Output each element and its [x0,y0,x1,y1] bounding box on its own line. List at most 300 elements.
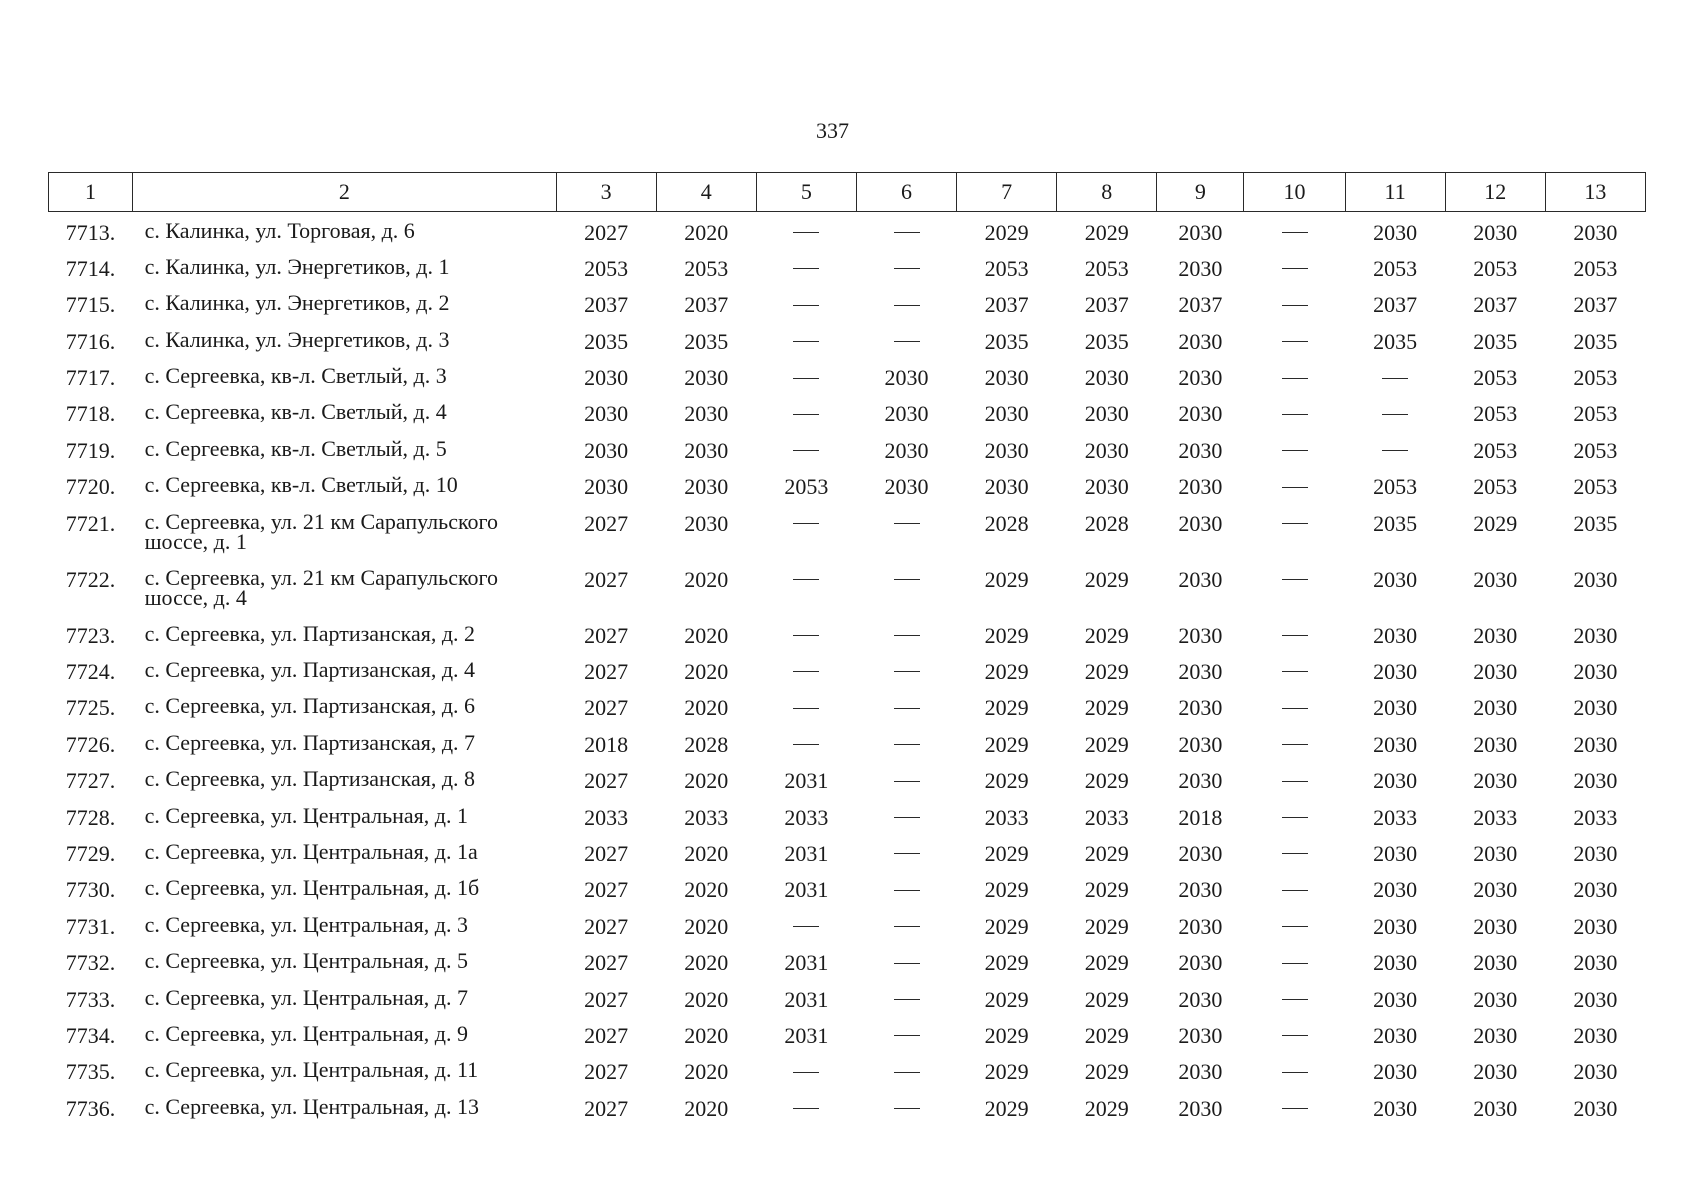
year-cell-col-12: 2030 [1473,622,1518,648]
dash-mark [1282,999,1308,1000]
year-cell-col-9: 2030 [1178,731,1223,757]
dash-mark [793,268,819,269]
column-header-10: 10 [1244,173,1345,212]
row-number: 7726. [65,731,116,757]
year-cell-col-8: 2029 [1084,768,1129,794]
year-cell-col-13: 2053 [1573,401,1618,427]
year-cell-col-13: 2053 [1573,437,1618,463]
empty-dash-cell [1244,1088,1345,1124]
year-cell-col-4: 2020 [684,877,729,903]
address-cell: с. Сергеевка, ул. Партизанская, д. 4 [144,657,476,683]
year-cell-col-8: 2029 [1084,659,1129,685]
empty-dash-cell [856,833,956,869]
empty-dash-cell [856,615,956,651]
year-cell-col-9: 2030 [1178,622,1223,648]
table-row [49,724,1646,760]
dash-mark [793,414,819,415]
column-header-5: 5 [756,173,856,212]
table-row [49,503,1646,559]
year-cell-col-7: 2029 [984,768,1029,794]
table-row [49,559,1646,615]
table-row [49,906,1646,942]
year-cell-col-3: 2027 [584,622,629,648]
year-cell-col-5: 2031 [784,986,829,1012]
empty-dash-cell [756,503,856,559]
dash-mark [793,523,819,524]
table-row [49,942,1646,978]
empty-dash-cell [856,979,956,1015]
dash-mark [1282,744,1308,745]
column-header-13: 13 [1545,173,1645,212]
year-cell-col-9: 2030 [1178,913,1223,939]
year-cell-col-8: 2029 [1084,877,1129,903]
year-cell-col-11: 2030 [1373,768,1418,794]
dash-mark [894,341,920,342]
address-cell: с. Сергеевка, ул. Партизанская, д. 6 [144,693,476,719]
empty-dash-cell [1244,760,1345,796]
year-cell-col-12: 2053 [1473,365,1518,391]
dash-mark [1282,378,1308,379]
year-cell-col-8: 2029 [1084,986,1129,1012]
row-number: 7714. [65,255,116,281]
dash-mark [894,579,920,580]
empty-dash-cell [756,651,856,687]
year-cell-col-9: 2030 [1178,659,1223,685]
year-cell-col-12: 2029 [1473,510,1518,536]
dash-mark [793,744,819,745]
year-cell-col-7: 2030 [984,437,1029,463]
address-cell: с. Сергеевка, ул. 21 км Сарапульского шоссе, д. 1 [144,508,499,554]
dash-mark [894,671,920,672]
empty-dash-cell [1244,284,1345,320]
year-cell-col-9: 2030 [1178,768,1223,794]
year-cell-col-7: 2029 [984,220,1029,245]
address-cell: с. Сергеевка, кв-л. Светлый, д. 4 [144,399,447,425]
dash-mark [793,1108,819,1109]
year-cell-col-4: 2020 [684,986,729,1012]
table-row [49,1088,1646,1124]
table-row [49,393,1646,429]
year-cell-col-11: 2030 [1373,1059,1418,1085]
dash-mark [894,817,920,818]
empty-dash-cell [1345,430,1445,466]
year-cell-col-3: 2030 [584,365,629,391]
year-cell-col-9: 2030 [1178,566,1223,592]
year-cell-col-7: 2029 [984,695,1029,721]
empty-dash-cell [1244,797,1345,833]
year-cell-col-12: 2033 [1473,804,1518,830]
year-cell-col-4: 2020 [684,1095,729,1121]
table-row [49,869,1646,905]
year-cell-col-3: 2035 [584,328,629,354]
row-number: 7718. [65,401,116,427]
dash-mark [894,1108,920,1109]
column-header-9: 9 [1157,173,1244,212]
row-number: 7725. [65,695,116,721]
year-cell-col-3: 2027 [584,659,629,685]
year-cell-col-8: 2035 [1084,328,1129,354]
year-cell-col-12: 2053 [1473,474,1518,500]
year-cell-col-13: 2053 [1573,365,1618,391]
year-cell-col-7: 2029 [984,1059,1029,1085]
year-cell-col-7: 2029 [984,622,1029,648]
year-cell-col-4: 2020 [684,950,729,976]
empty-dash-cell [856,869,956,905]
address-cell: с. Сергеевка, ул. Центральная, д. 1а [144,838,478,864]
address-cell: с. Сергеевка, ул. Центральная, д. 9 [144,1020,468,1046]
dash-mark [1282,579,1308,580]
year-cell-col-12: 2053 [1473,401,1518,427]
dash-mark [894,268,920,269]
address-cell: с. Калинка, ул. Энергетиков, д. 2 [144,290,450,316]
year-cell-col-12: 2030 [1473,731,1518,757]
empty-dash-cell [1244,503,1345,559]
dash-mark [1282,523,1308,524]
year-cell-col-12: 2053 [1473,255,1518,281]
year-cell-col-8: 2029 [1084,220,1129,245]
year-cell-col-3: 2027 [584,1095,629,1121]
empty-dash-cell [856,760,956,796]
column-header-4: 4 [656,173,756,212]
year-cell-col-9: 2030 [1178,220,1223,245]
year-cell-col-7: 2029 [984,1095,1029,1121]
dash-mark [1382,414,1408,415]
year-cell-col-13: 2030 [1573,622,1618,648]
row-number: 7732. [65,950,116,976]
table-row [49,357,1646,393]
year-cell-col-5: 2031 [784,877,829,903]
year-cell-col-8: 2029 [1084,731,1129,757]
year-cell-col-9: 2030 [1178,877,1223,903]
year-cell-col-3: 2018 [584,731,629,757]
column-header-3: 3 [556,173,656,212]
dash-mark [1282,1035,1308,1036]
year-cell-col-9: 2037 [1178,292,1223,318]
year-cell-col-3: 2053 [584,255,629,281]
year-cell-col-7: 2053 [984,255,1029,281]
year-cell-col-12: 2030 [1473,840,1518,866]
dash-mark [894,999,920,1000]
row-number: 7717. [65,365,116,391]
year-cell-col-9: 2018 [1178,804,1223,830]
year-cell-col-3: 2030 [584,401,629,427]
year-cell-col-11: 2030 [1373,731,1418,757]
address-cell: с. Сергеевка, ул. Центральная, д. 3 [144,911,468,937]
dash-mark [1282,635,1308,636]
year-cell-col-8: 2029 [1084,913,1129,939]
year-cell-col-9: 2030 [1178,328,1223,354]
year-cell-col-8: 2028 [1084,510,1129,536]
empty-dash-cell [756,906,856,942]
dash-mark [894,232,920,233]
empty-dash-cell [756,357,856,393]
dash-mark [894,635,920,636]
year-cell-col-11: 2035 [1373,328,1418,354]
empty-dash-cell [1244,559,1345,615]
dash-mark [1282,817,1308,818]
year-cell-col-3: 2027 [584,913,629,939]
address-cell: с. Сергеевка, ул. Центральная, д. 1 [144,802,468,828]
row-number: 7727. [65,768,116,794]
row-number: 7735. [65,1059,116,1085]
column-header-6: 6 [856,173,956,212]
dash-mark [894,853,920,854]
table-row [49,687,1646,723]
empty-dash-cell [756,248,856,284]
year-cell-col-8: 2029 [1084,840,1129,866]
year-cell-col-3: 2027 [584,220,629,245]
empty-dash-cell [856,1015,956,1051]
empty-dash-cell [1244,906,1345,942]
year-cell-col-5: 2031 [784,1022,829,1048]
empty-dash-cell [756,1088,856,1124]
empty-dash-cell [756,212,856,248]
year-cell-col-3: 2027 [584,986,629,1012]
empty-dash-cell [756,559,856,615]
row-number: 7733. [65,986,116,1012]
year-cell-col-8: 2029 [1084,1095,1129,1121]
year-cell-col-12: 2030 [1473,1059,1518,1085]
header-row [49,173,1646,212]
empty-dash-cell [1244,248,1345,284]
year-cell-col-8: 2033 [1084,804,1129,830]
dash-mark [894,890,920,891]
year-cell-col-7: 2030 [984,474,1029,500]
dash-mark [894,708,920,709]
address-cell: с. Калинка, ул. Энергетиков, д. 1 [144,253,450,279]
year-cell-col-4: 2020 [684,659,729,685]
address-cell: с. Сергеевка, ул. Партизанская, д. 2 [144,620,476,646]
table-row [49,466,1646,502]
dash-mark [1282,890,1308,891]
year-cell-col-4: 2020 [684,220,729,245]
dash-mark [1382,378,1408,379]
year-cell-col-9: 2030 [1178,840,1223,866]
dash-mark [1282,1108,1308,1109]
year-cell-col-13: 2035 [1573,328,1618,354]
row-number: 7716. [65,328,116,354]
empty-dash-cell [856,906,956,942]
row-number: 7722. [65,566,116,592]
year-cell-col-7: 2028 [984,510,1029,536]
register-table [48,172,1646,1124]
year-cell-col-8: 2037 [1084,292,1129,318]
year-cell-col-11: 2030 [1373,877,1418,903]
year-cell-col-4: 2035 [684,328,729,354]
year-cell-col-4: 2030 [684,474,729,500]
year-cell-col-7: 2029 [984,840,1029,866]
table-row [49,979,1646,1015]
empty-dash-cell [856,284,956,320]
year-cell-col-12: 2030 [1473,1095,1518,1121]
year-cell-col-12: 2030 [1473,1022,1518,1048]
year-cell-col-4: 2030 [684,437,729,463]
empty-dash-cell [1244,687,1345,723]
table-row [49,760,1646,796]
year-cell-col-11: 2030 [1373,1022,1418,1048]
column-header-8: 8 [1057,173,1157,212]
year-cell-col-8: 2030 [1084,437,1129,463]
empty-dash-cell [1244,869,1345,905]
year-cell-col-11: 2030 [1373,566,1418,592]
empty-dash-cell [1244,212,1345,248]
year-cell-col-5: 2031 [784,768,829,794]
year-cell-col-4: 2020 [684,1022,729,1048]
address-cell: с. Сергеевка, ул. Центральная, д. 7 [144,984,468,1010]
empty-dash-cell [1345,357,1445,393]
dash-mark [1282,450,1308,451]
row-number: 7720. [65,474,116,500]
year-cell-col-4: 2037 [684,292,729,318]
empty-dash-cell [856,1051,956,1087]
empty-dash-cell [856,942,956,978]
column-header-11: 11 [1345,173,1445,212]
dash-mark [793,671,819,672]
year-cell-col-13: 2030 [1573,566,1618,592]
row-number: 7731. [65,913,116,939]
year-cell-col-8: 2029 [1084,950,1129,976]
dash-mark [793,232,819,233]
year-cell-col-12: 2037 [1473,292,1518,318]
empty-dash-cell [856,321,956,357]
dash-mark [1282,232,1308,233]
dash-mark [1282,341,1308,342]
year-cell-col-3: 2027 [584,877,629,903]
year-cell-col-13: 2035 [1573,510,1618,536]
year-cell-col-5: 2053 [784,474,829,500]
dash-mark [793,378,819,379]
year-cell-col-4: 2020 [684,566,729,592]
empty-dash-cell [856,248,956,284]
dash-mark [1282,1072,1308,1073]
row-number: 7736. [65,1095,116,1121]
year-cell-col-12: 2030 [1473,566,1518,592]
address-cell: с. Сергеевка, кв-л. Светлый, д. 5 [144,435,447,461]
empty-dash-cell [1244,724,1345,760]
column-header-2: 2 [133,173,557,212]
empty-dash-cell [1244,651,1345,687]
year-cell-col-12: 2030 [1473,695,1518,721]
empty-dash-cell [756,1051,856,1087]
year-cell-col-4: 2030 [684,365,729,391]
year-cell-col-13: 2030 [1573,1022,1618,1048]
year-cell-col-5: 2031 [784,840,829,866]
empty-dash-cell [1244,430,1345,466]
year-cell-col-9: 2030 [1178,695,1223,721]
year-cell-col-13: 2030 [1573,913,1618,939]
year-cell-col-4: 2030 [684,401,729,427]
year-cell-col-7: 2035 [984,328,1029,354]
year-cell-col-9: 2030 [1178,1059,1223,1085]
table-row [49,430,1646,466]
year-cell-col-9: 2030 [1178,437,1223,463]
year-cell-col-11: 2030 [1373,659,1418,685]
year-cell-col-7: 2029 [984,913,1029,939]
year-cell-col-13: 2030 [1573,659,1618,685]
year-cell-col-7: 2029 [984,950,1029,976]
year-cell-col-9: 2030 [1178,510,1223,536]
dash-mark [1282,487,1308,488]
year-cell-col-7: 2029 [984,986,1029,1012]
row-number: 7730. [65,877,116,903]
year-cell-col-12: 2053 [1473,437,1518,463]
year-cell-col-3: 2030 [584,437,629,463]
year-cell-col-4: 2053 [684,255,729,281]
year-cell-col-8: 2029 [1084,1059,1129,1085]
empty-dash-cell [1244,979,1345,1015]
year-cell-col-4: 2033 [684,804,729,830]
table-row [49,797,1646,833]
table-row [49,248,1646,284]
table-row [49,615,1646,651]
row-number: 7734. [65,1022,116,1048]
empty-dash-cell [1244,393,1345,429]
address-cell: с. Калинка, ул. Энергетиков, д. 3 [144,326,450,352]
year-cell-col-7: 2029 [984,877,1029,903]
empty-dash-cell [856,212,956,248]
dash-mark [894,523,920,524]
year-cell-col-4: 2020 [684,840,729,866]
dash-mark [894,926,920,927]
table-row [49,833,1646,869]
address-cell: с. Сергеевка, ул. Центральная, д. 13 [144,1093,479,1119]
dash-mark [1282,926,1308,927]
dash-mark [894,1072,920,1073]
year-cell-col-13: 2037 [1573,292,1618,318]
year-cell-col-9: 2030 [1178,401,1223,427]
year-cell-col-8: 2030 [1084,474,1129,500]
year-cell-col-9: 2030 [1178,1022,1223,1048]
year-cell-col-12: 2030 [1473,659,1518,685]
year-cell-col-8: 2030 [1084,401,1129,427]
year-cell-col-13: 2053 [1573,255,1618,281]
year-cell-col-3: 2027 [584,1059,629,1085]
year-cell-col-3: 2027 [584,840,629,866]
row-number: 7715. [65,292,116,318]
dash-mark [793,579,819,580]
year-cell-col-4: 2020 [684,768,729,794]
row-number: 7724. [65,659,116,685]
table-body [49,212,1646,1125]
year-cell-col-4: 2020 [684,1059,729,1085]
empty-dash-cell [856,797,956,833]
empty-dash-cell [856,687,956,723]
empty-dash-cell [856,724,956,760]
year-cell-col-13: 2030 [1573,986,1618,1012]
year-cell-col-11: 2030 [1373,950,1418,976]
year-cell-col-3: 2033 [584,804,629,830]
year-cell-col-13: 2030 [1573,695,1618,721]
year-cell-col-11: 2053 [1373,474,1418,500]
year-cell-col-8: 2029 [1084,1022,1129,1048]
year-cell-col-11: 2030 [1373,986,1418,1012]
year-cell-col-13: 2030 [1573,220,1618,245]
year-cell-col-11: 2030 [1373,840,1418,866]
year-cell-col-13: 2030 [1573,840,1618,866]
year-cell-col-13: 2030 [1573,731,1618,757]
year-cell-col-11: 2030 [1373,1095,1418,1121]
year-cell-col-11: 2037 [1373,292,1418,318]
year-cell-col-8: 2029 [1084,695,1129,721]
year-cell-col-11: 2030 [1373,695,1418,721]
year-cell-col-8: 2053 [1084,255,1129,281]
empty-dash-cell [856,503,956,559]
page-number: 337 [816,118,849,143]
dash-mark [793,708,819,709]
column-header-7: 7 [957,173,1057,212]
year-cell-col-6: 2030 [884,437,929,463]
table-row [49,1051,1646,1087]
